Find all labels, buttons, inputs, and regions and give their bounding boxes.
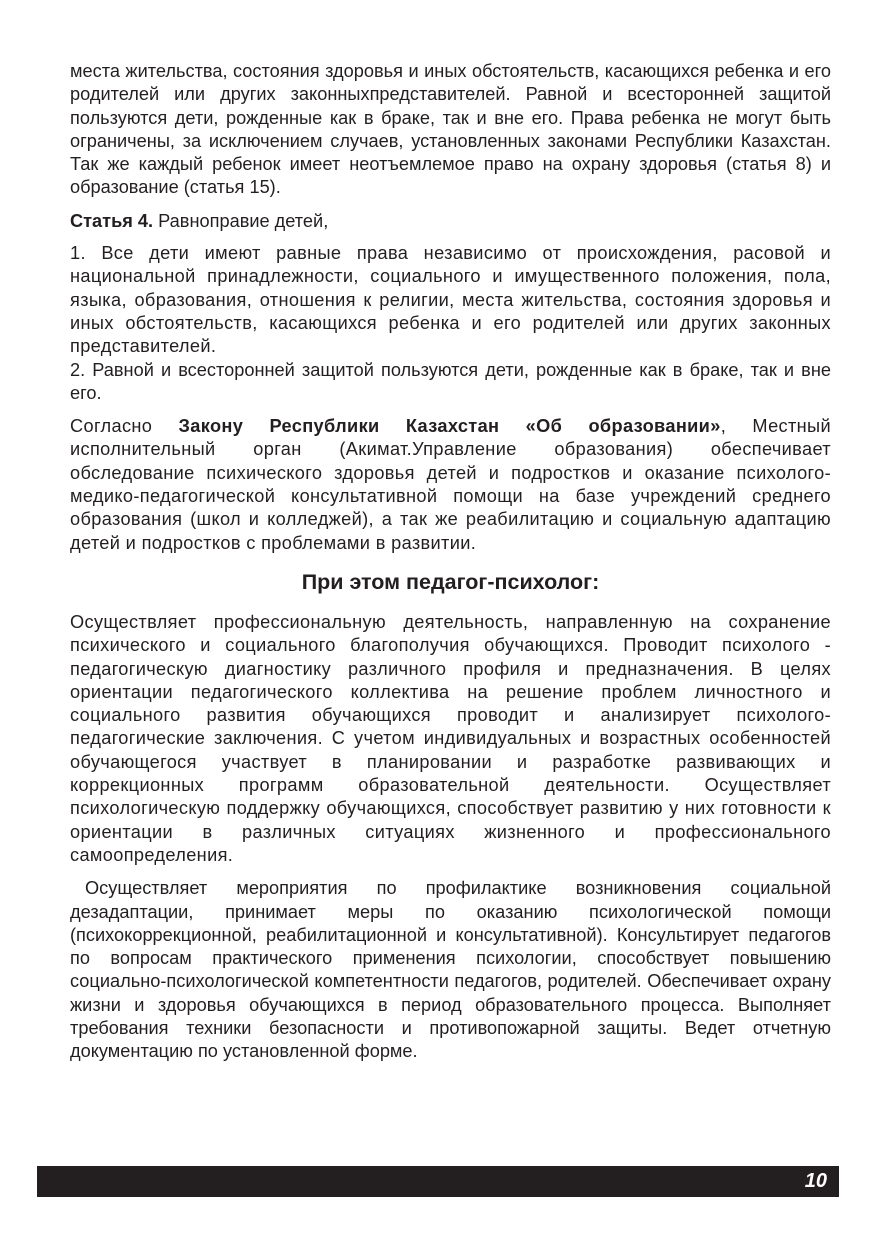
- duties-paragraph-2: Осуществляет мероприятия по профилактике возникновения социальной дезадаптации, принимает меры по оказанию психологической помощи (психокоррекционной, реабилитационной и консультативной). Консультирует педагогов по вопросам практического применения психологии, способствует повышению социально-психологической компетентности педагогов, родителей. Обеспечивает охрану жизни и здоровья обучающихся в период образовательного процесса. Выполняет требования техники безопасности и противопожарной защиты. Ведет отчетную документацию по установленной форме.: [70, 878, 831, 1062]
- article-item-2: 2. Равной и всесторонней защитой пользуются дети, рожденные как в браке, так и вне его.: [70, 359, 831, 403]
- footer-bar: [37, 1166, 839, 1197]
- intro-paragraph: места жительства, состояния здоровья и иных обстоятельств, касающихся ребенка и его родителей или других законныхпредставителей. Равной и всесторонней защитой пользуются дети, рожденные как в браке, так и вне его. Права ребенка не могут быть ограничены, за исключением случаев, установленных законами Республики Казахстан. Так же каждый ребенок имеет неотъемлемое право на охрану здоровья (статья 8) и образование (статья 15).: [70, 61, 831, 198]
- page-number: 10: [804, 1170, 827, 1192]
- law-prefix: Согласно: [70, 416, 179, 437]
- article-heading: [70, 210, 831, 233]
- article-title: Равноправие детей,: [153, 210, 329, 231]
- law-name: Закону Республики Казахстан «Об образовании»: [178, 416, 721, 437]
- article-label: Статья 4.: [70, 210, 154, 231]
- law-paragraph: [70, 415, 831, 555]
- page-content: [70, 60, 831, 1064]
- section-heading: При этом педагог-психолог:: [301, 569, 600, 594]
- duties-paragraph-1: Осуществляет профессиональную деятельность, направленную на сохранение психического и социального благополучия обучающихся. Проводит психолого - педагогическую диагностику различного профиля и предназначения. В целях ориентации педагогического коллектива на решение проблем личностного и социального развития обучающихся проводит и анализирует психолого-педагогические заключения. С учетом индивидуальных и возрастных особенностей обучающегося участвует в планировании и разработке развивающих и коррекционных программ образовательной деятельности. Осуществляет психологическую поддержку обучающихся, способствует развитию у них готовности к ориентации в различных ситуациях жизненного и профессионального самоопределения.: [70, 611, 831, 865]
- article-item-1: 1. Все дети имеют равные права независимо от происхождения, расовой и национальной принадлежности, социального и имущественного положения, пола, языка, образования, отношения к религии, места жительства, состояния здоровья и иных обстоятельств, касающихся ребенка и его родителей или других законных представителей.: [70, 243, 831, 357]
- law-text: , Местный исполнительный орган (Акимат.Управление образования) обеспечивает обследование психического здоровья детей и подростков и оказание психолого-медико-педагогической консультативной помощи на базе учреждений среднего образования (школ и колледжей), а так же реабилитацию и социальную адаптацию детей и подростков с проблемами в развитии.: [70, 416, 831, 553]
